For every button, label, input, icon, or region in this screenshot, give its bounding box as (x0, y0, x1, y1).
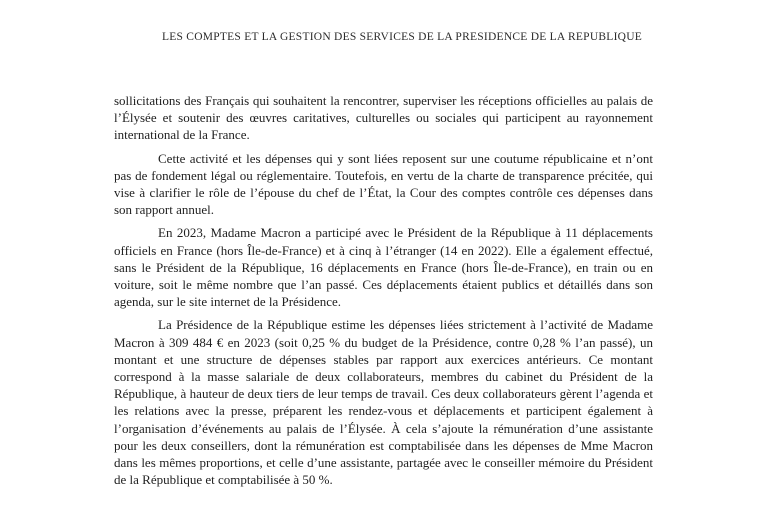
paragraph-2: Cette activité et les dépenses qui y sont liées reposent sur une coutume républicaine et n’ont pas de fondement légal ou réglementaire. Toutefois, en vertu de la charte de transparence précitée, qui vise à clarifier le rôle de l’épouse du chef de l’État, la Cour des comptes contrôle ces dépenses dans son rapport annuel. (114, 150, 653, 218)
running-header-title: LES COMPTES ET LA GESTION DES SERVICES DE LA PRESIDENCE DE LA REPUBLIQUE (161, 31, 643, 43)
paragraph-3: En 2023, Madame Macron a participé avec le Président de la République à 11 déplacements officiels en France (hors Île-de-France) et à cinq à l’étranger (14 en 2022). Elle a également effectué, sans le Président de la République, 16 déplacements en France (hors Île-de-France), en train ou en voiture, soit le même nombre que l’an passé. Ces déplacements étaient publics et détaillés dans son agenda, sur le site internet de la Présidence. (114, 225, 653, 310)
paragraph-4: La Présidence de la République estime les dépenses liées strictement à l’activité de Madame Macron à 309 484 € en 2023 (soit 0,25 % du budget de la Présidence, contre 0,28 % l’an passé), un montant et une structure de dépenses stables par rapport aux exercices antérieurs. Ce montant correspond à la masse salariale de deux collaborateurs, membres du cabinet du Président de la République, à hauteur de deux tiers de leur temps de travail. Ces deux collaborateurs gèrent l’agenda et les relations avec la presse, préparent les rendez-vous et déplacements et participent également à l’organisation d’événements au palais de l’Élysée. À cela s’ajoute la rémunération d’une assistante pour les deux conseillers, dont la rémunération est comptabilisée dans les dépenses de Mme Macron dans les mêmes proportions, et celle d’une assistante, partagée avec le conseiller mémoire du Président de la République et comptabilisée à 50 %. (114, 317, 653, 488)
paragraph-1: sollicitations des Français qui souhaitent la rencontrer, superviser les réceptions officielles au palais de l’Élysée et soutenir des œuvres caritatives, culturelles ou sociales qui participent au rayonnement international de la France. (114, 93, 653, 143)
body-text (114, 92, 653, 494)
